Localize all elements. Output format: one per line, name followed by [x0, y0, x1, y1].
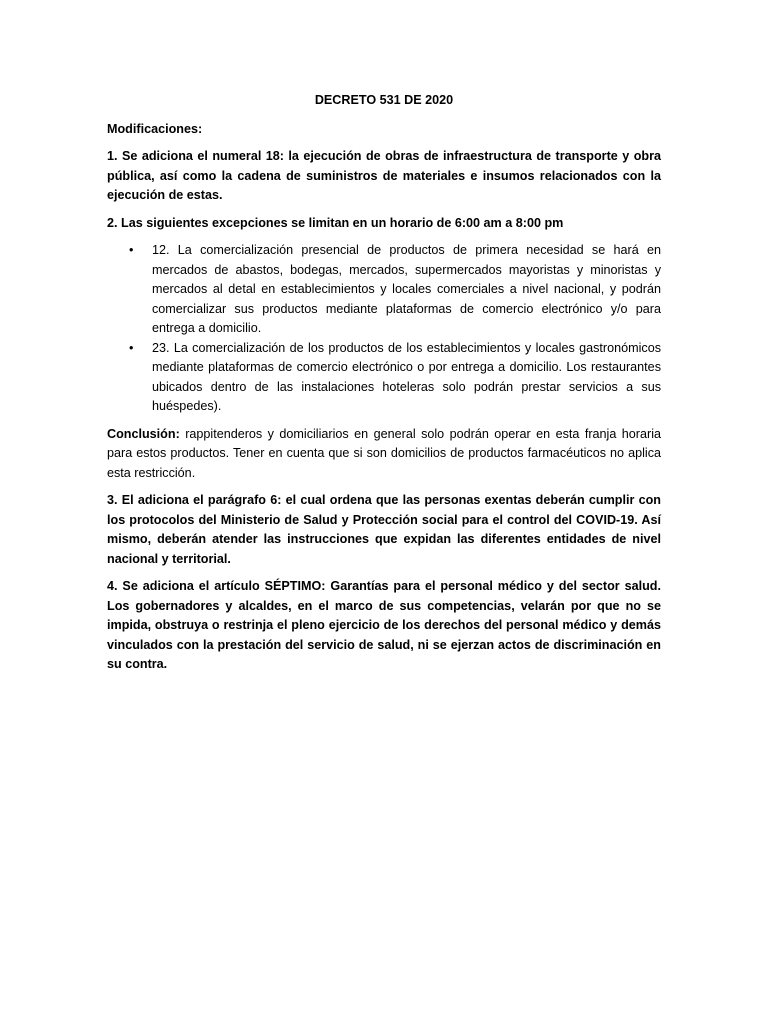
modification-item-1: 1. Se adiciona el numeral 18: la ejecución de obras de infraestructura de transporte y obra pública, así como la cadena de suministros de materiales e insumos relacionados con la ejecución de estas.: [107, 149, 661, 202]
document-body: [107, 91, 661, 683]
exceptions-list: [107, 241, 661, 417]
list-item: [107, 339, 661, 417]
modifications-heading: Modificaciones:: [107, 121, 203, 136]
modification-item-3: 3. El adiciona el parágrafo 6: el cual ordena que las personas exentas deberán cumplir con los protocolos del Ministerio de Salud y Protección social para el control del COVID-19. Así mismo, deberán atender las instrucciones que expidan las diferentes entidades de nivel nacional y territorial.: [107, 493, 661, 566]
modification-item-4: 4. Se adiciona el artículo SÉPTIMO: Garantías para el personal médico y del sector salud. Los gobernadores y alcaldes, en el marco de sus competencias, velarán por que no se impida, obstruya o restrinja el pleno ejercicio de los derechos del personal médico y demás vinculados con la prestación del servicio de salud, ni se ejerzan actos de discriminación en su contra.: [107, 579, 661, 671]
conclusion-label: Conclusión:: [107, 426, 180, 441]
conclusion-paragraph: [107, 425, 661, 484]
conclusion-text: rappitenderos y domiciliarios en general solo podrán operar en esta franja horaria para estos productos. Tener en cuenta que si son domicilios de productos farmacéuticos no aplica esta restricción.: [107, 426, 661, 480]
document-title: DECRETO 531 DE 2020: [314, 93, 454, 107]
list-item: [107, 241, 661, 339]
list-item-text: 23. La comercialización de los productos de los establecimientos y locales gastronómicos mediante plataformas de comercio electrónico o por entrega a domicilio. Los restaurantes ubicados dentro de las instalaciones hoteleras solo podrán prestar servicios a sus huéspedes).: [152, 340, 661, 413]
bullet-icon: •: [129, 340, 134, 355]
list-item-text: 12. La comercialización presencial de productos de primera necesidad se hará en mercados de abastos, bodegas, mercados, supermercados mayoristas y minoristas y mercados al detal en establecimientos y locales comerciales a nivel nacional, y podrán comercializar sus productos mediante plataformas de comercio electrónico y/o para entrega a domicilio.: [152, 243, 661, 335]
modification-item-2: 2. Las siguientes excepciones se limitan en un horario de 6:00 am a 8:00 pm: [107, 215, 564, 230]
bullet-icon: •: [129, 243, 134, 257]
